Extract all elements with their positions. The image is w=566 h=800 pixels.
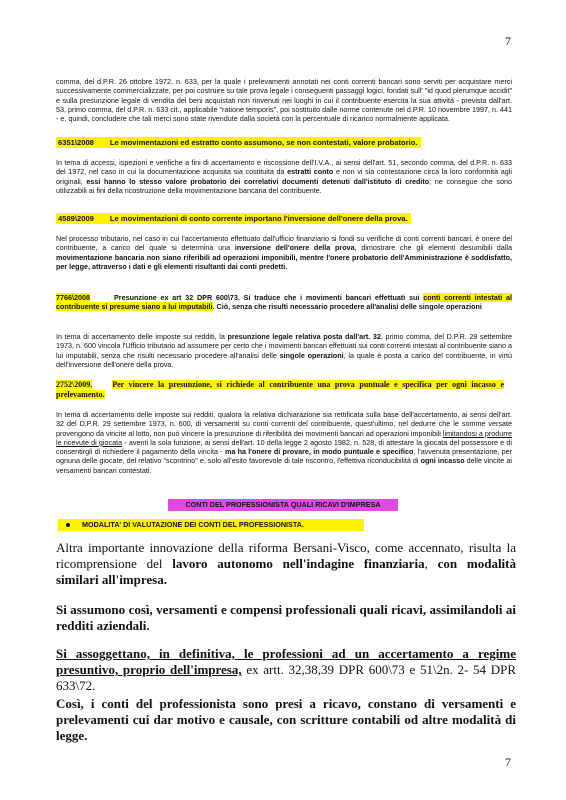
paragraph-presunzione — [56, 332, 512, 369]
paragraph-estratti-conto — [56, 158, 512, 195]
text-run: , primo comma, del D.P.R. 29 settembre 1973, n. 600 vincola l'Ufficio tributario ad assumere per certo che i movimenti bancari effettuati sui conti correnti intestati al contribuente siano a lui imputabili, senza che risulti necessario procedere all'analisi delle — [56, 332, 513, 360]
text-run: Si assumono così, versamenti e compensi professionali quali ricavi, assimilandoli ai redditi aziendali. — [56, 602, 516, 634]
bold-run: movimentazione bancaria non siano riferibili ad operazioni imponibili, mentre l'onere probatorio dell'Amministrazione è soddisfatto, per legge, attraverso i dati e gli elementi risultanti dai conti predetti. — [56, 252, 512, 271]
bold-run: ogni incasso — [420, 456, 465, 466]
intro-text: comma, del d.P.R. 26 ottobre 1972, n. 633, per la quale i prelevamenti annotati nei conti correnti bancari sono serviti per acquistare merci successivamente commercializzate, per poi costruire su tale prova legale i conseguenti passaggi logici, fondati sull' "id quod plerumque accidit" e sulla presunzione legale di vendita dei beni acquistati non rinvenuti nei luoghi in cui il contribuente esercita la sua attività - prevista dall'art. 53, primo comma, del d.P.R. n. 633 cit., applicabile "ratione temporis", poi sostituito dalle norme contenute nel d.P.R. 10 novembre 1997, n. 441 - e, quindi, concludere che tali merci sono state rivendute dalla società con la percentuale di ricarico normalmente applicata. — [56, 77, 512, 124]
heading-2752-2009 — [56, 380, 504, 400]
underlined-run: limitandosi a produrre le ricevute di giocata — [56, 428, 513, 447]
text-run: ex artt. 32,38,39 DPR 600\73 e 51\2n. 2- 54 DPR 633\72. — [56, 662, 516, 694]
heading-6351-2008 — [56, 137, 421, 148]
bullet-heading — [58, 519, 364, 531]
text-run: e non vi sia contestazione circa la loro conformità agli originali, — [56, 167, 512, 186]
paragraph-assoggettano — [56, 646, 516, 695]
text-run: , — [424, 556, 438, 572]
text-run: Così, i conti del professionista sono presi a ricavo, constano di versamenti e prelevamenti cui dar motivo e causale, con scritture contabili od altre modalità di legge. — [56, 696, 516, 744]
page-number-bottom: 7 — [505, 755, 511, 769]
heading-code: 6351\2008 — [58, 138, 94, 147]
text-run: Altra importante innovazione della riforma Bersani-Visco, come accennato, risulta la ricomprensione del — [56, 540, 516, 572]
bold-run: presunzione legale relativa posta dall'art. 32 — [227, 332, 381, 341]
bold-run: estratti conto — [287, 167, 334, 177]
text-run: delle vincite ai versamenti bancari contestati. — [56, 456, 512, 475]
paragraph-inversione — [56, 234, 512, 271]
text-run: , dimostrare che gli elementi desumibili dalla — [354, 243, 512, 253]
text-run: ; ne consegue che sono utilizzabili ai fini della ricostruzione della movimentazione bancaria del contribuente. — [56, 176, 512, 195]
text-run: In tema di accertamento delle imposte sui redditi, qualora la relativa dichiarazione sia rettificata sulla base dell'accertamento, ai sensi dell'art. 32 del D.P.R. 29 settembre 1973, n. 600, di versamenti su conti correnti del contribuente, quest'ultimo, nel dedurre che le somme versate provengono da vincite al lotto, non può vincere la presunzione di riferibilità dei movimenti bancari ad operazioni imponibili — [56, 410, 512, 438]
highlighted-run: conti correnti intestati al contribuente si presume siano a lui imputabili — [56, 293, 512, 312]
paragraph-bersani-visco — [56, 540, 516, 589]
paragraph-conti-professionista — [56, 696, 516, 745]
paragraph-assumono — [56, 602, 516, 634]
bold-run: con modalità similari all'impresa. — [56, 556, 516, 588]
bold-run: singole operazioni — [279, 350, 344, 360]
bullet-heading-text: MODALITA' DI VALUTAZIONE DEI CONTI DEL PROFESSIONISTA. — [82, 520, 304, 529]
text-run: , l'avvenuta presentazione, per ognuna delle giocate, del relativo "scontrino" e, solo all'esito favorevole di tale riscontro, l'effettiva riconducibilità di — [56, 447, 512, 466]
bold-run: inversione dell'onere della prova — [234, 243, 355, 253]
page-number-top: 7 — [505, 34, 511, 48]
heading-code: 2752\2009. — [56, 380, 93, 389]
heading-text: Le movimentazioni di conto corrente importano l'inversione dell'onere della prova. — [109, 214, 408, 223]
heading-text: Le movimentazioni ed estratto conto assumono, se non contestati, valore probatorio. — [109, 138, 418, 147]
bullet-dot-icon — [66, 523, 70, 527]
bold-run: . Ciò, senza che risulti necessario procedere all'analisi delle singole operazioni — [212, 302, 482, 312]
heading-code: 7766\2008 — [56, 293, 90, 302]
heading-code: 4589\2009 — [58, 214, 94, 223]
section-heading-purple: CONTI DEL PROFESSIONISTA QUALI RICAVI D'IMPRESA — [168, 499, 398, 511]
bold-run: essi hanno lo stesso valore probatorio dei correlativi documenti detenuti dall'istituto di credito — [86, 176, 430, 186]
bold-run: Presunzione ex art 32 DPR 600\73. Si traduce che i movimenti bancari effettuati sui — [113, 293, 424, 302]
heading-4589-2009 — [56, 213, 411, 224]
paragraph-7766-2008 — [56, 293, 512, 312]
heading-text: Per vincere la presunzione, si richiede al contribuente una prova puntuale e specifica per ogni incasso e prelevamento. — [56, 380, 504, 399]
text-run: In tema di accessi, ispezioni e verifiche a fini di accertamento e riscossione dell'I.V.A., ai sensi dell'art. 51, secondo comma, del d.P.R. n. 633 del 1972, nel caso in cui la documentazione acquisita sia costituita da — [56, 158, 512, 177]
text-run: - aventi la sola funzione, ai sensi dell'art. 10 della legge 2 agosto 1982, n. 528, di attestare la giocata del possessore e di consentirgli di richiedere il pagamento della vincita - — [56, 437, 512, 457]
text-run: Nel processo tributario, nel caso in cui l'accertamento effettuato dall'ufficio finanziario si fondi su verifiche di conti correnti bancari, è onere del contribuente, a carico del quale si determina una — [56, 234, 512, 253]
text-run: In tema di accertamento delle imposte sui redditi, la — [56, 332, 228, 341]
paragraph-intro — [56, 77, 512, 123]
bold-run: lavoro autonomo nell'indagine finanziaria — [172, 556, 425, 572]
underlined-run: Si assoggettano, in definitiva, le professioni ad un accertamento a regime presuntivo, proprio dell'impresa, — [56, 646, 516, 678]
paragraph-vincite-lotto — [56, 410, 512, 475]
text-run: , la quale è posta a carico del contribuente, in virtù dell'inversione dell'onere della prova. — [56, 350, 512, 369]
bold-run: ma ha l'onere di provare, in modo puntuale e specifico — [224, 447, 414, 457]
